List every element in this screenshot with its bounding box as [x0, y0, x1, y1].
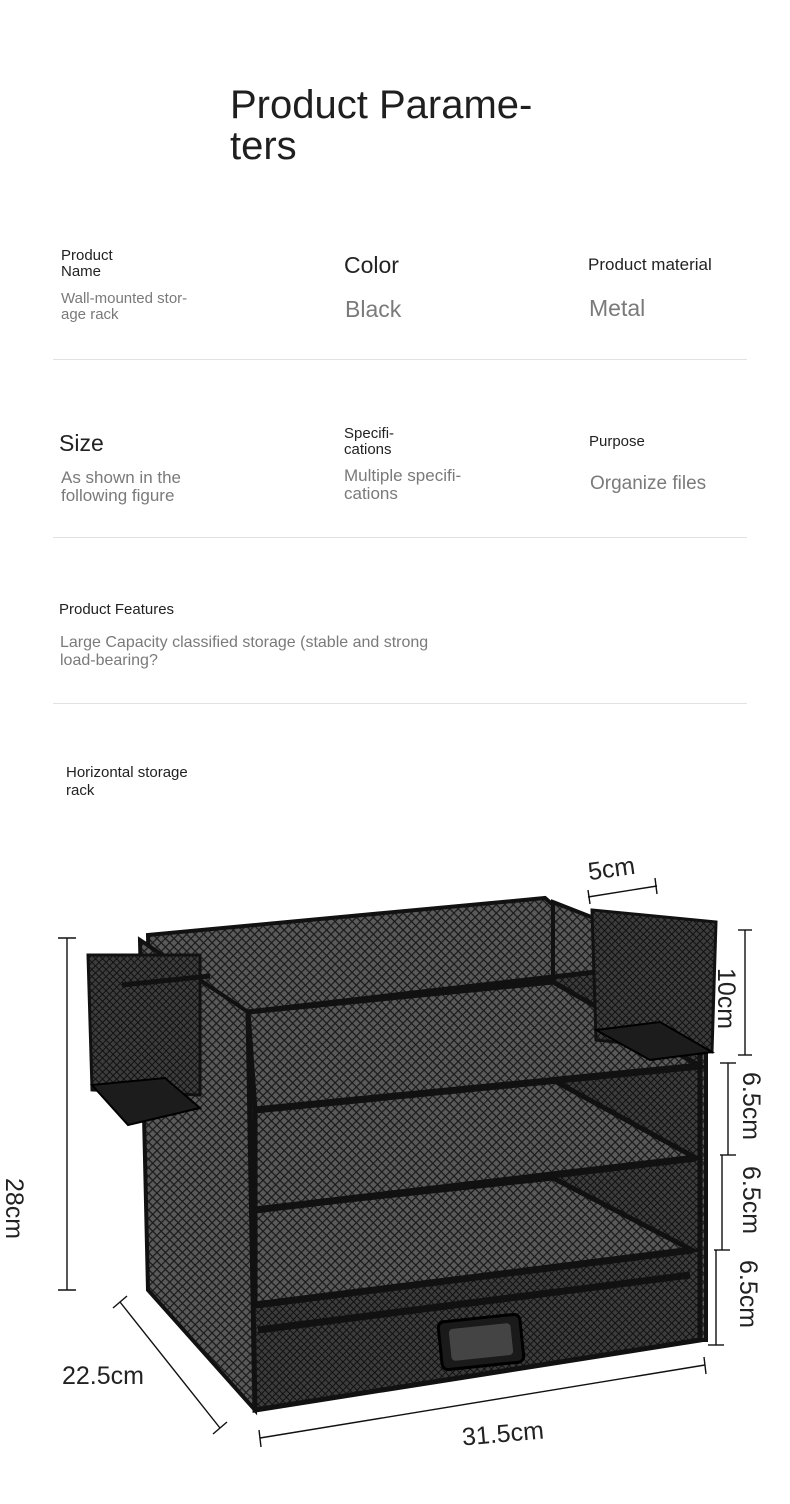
- product-name-value: Wall-mounted stor- age rack: [61, 290, 188, 323]
- divider-1: [53, 359, 747, 360]
- divider-2: [53, 537, 747, 538]
- spec-label: Specifi- cations: [344, 425, 395, 458]
- material-value: Metal: [589, 295, 646, 321]
- dim-6-5cm-top: 6.5cm: [737, 1072, 765, 1141]
- color-value: Black: [345, 296, 402, 322]
- divider-3: [53, 703, 747, 704]
- product-name-label: Product Name: [61, 247, 113, 280]
- size-value: As shown in the following figure: [61, 468, 182, 505]
- figure-caption: Horizontal storage rack: [66, 764, 188, 799]
- purpose-label: Purpose: [589, 433, 645, 450]
- dim-6-5cm-middle: 6.5cm: [737, 1166, 765, 1235]
- size-label: Size: [59, 430, 104, 456]
- features-value: Large Capacity classified storage (stable and strong load-bearing?: [60, 634, 429, 669]
- dim-10cm: 10cm: [712, 968, 740, 1030]
- material-label: Product material: [588, 255, 712, 274]
- dim-31-5cm: 31.5cm: [460, 1416, 546, 1452]
- color-label: Color: [344, 252, 399, 278]
- dim-22-5cm: 22.5cm: [62, 1362, 144, 1390]
- purpose-value: Organize files: [590, 473, 707, 494]
- dim-5cm: 5cm: [586, 851, 637, 887]
- spec-value: Multiple specifi- cations: [344, 466, 462, 503]
- features-label: Product Features: [59, 601, 175, 618]
- dim-28cm: 28cm: [0, 1178, 28, 1240]
- dim-6-5cm-bottom: 6.5cm: [734, 1260, 762, 1329]
- page-title: Product Parame- ters: [230, 83, 533, 168]
